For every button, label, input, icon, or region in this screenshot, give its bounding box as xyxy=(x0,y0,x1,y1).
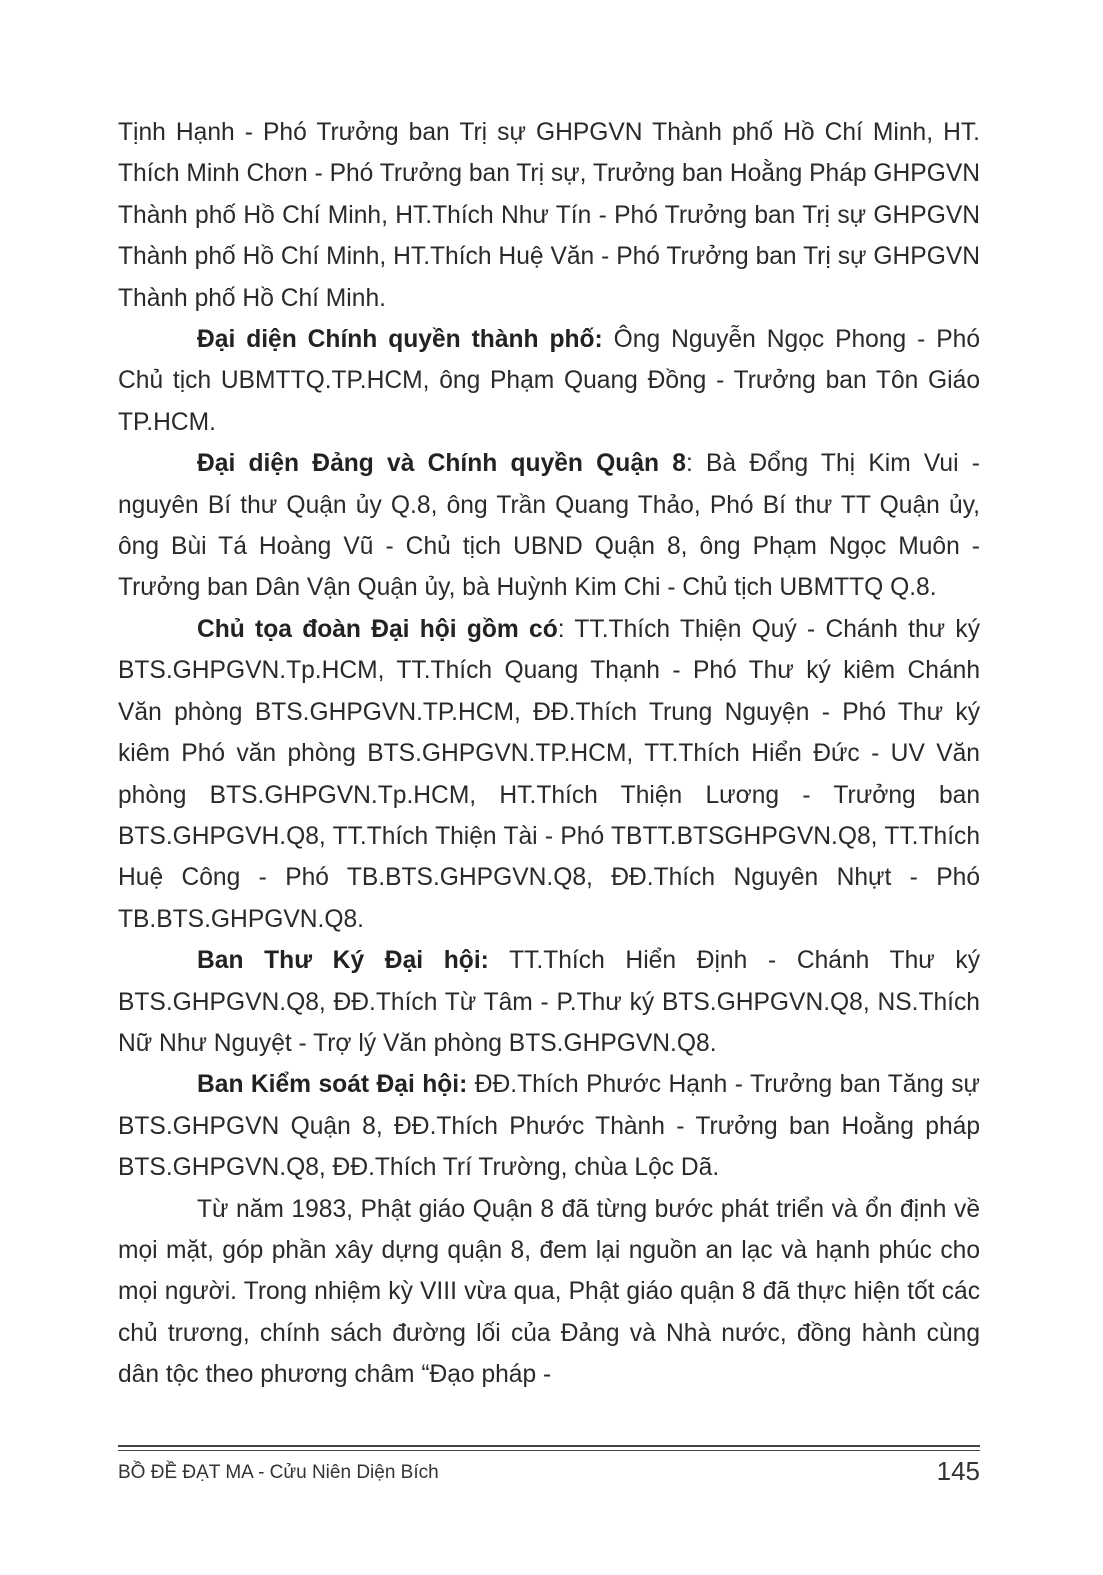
paragraph-heading: Đại diện Đảng và Chính quyền Quận 8 xyxy=(197,450,686,478)
footer-book-title: BỒ ĐỀ ĐẠT MA - Cửu Niên Diện Bích xyxy=(118,1462,439,1483)
paragraph-text: : Bà Đổng Thị Kim Vui - nguyên Bí thư Quận ủy Q.8, ông Trần Quang Thảo, Phó Bí thư TT Quận ủy, ông Bùi Tá Hoàng Vũ - Chủ tịch UBND Quận 8, ông Phạm Ngọc Muôn - Trưởng ban Dân Vận Quận ủy, bà Huỳnh Kim Chi - Chủ tịch UBMTTQ Q.8. xyxy=(118,450,980,602)
paragraph xyxy=(118,112,980,319)
paragraph-heading: Ban Kiểm soát Đại hội: xyxy=(197,1071,468,1099)
paragraph xyxy=(118,443,980,609)
paragraph-heading: Đại diện Chính quyền thành phố: xyxy=(197,326,603,354)
paragraph-heading: Ban Thư Ký Đại hội: xyxy=(197,947,489,975)
page-body xyxy=(118,112,980,1396)
paragraph xyxy=(118,319,980,443)
footer-divider xyxy=(118,1445,980,1447)
paragraph-text: : TT.Thích Thiện Quý - Chánh thư ký BTS.GHPGVN.Tp.HCM, TT.Thích Quang Thạnh - Phó Thư ký kiêm Chánh Văn phòng BTS.GHPGVN.TP.HCM, ĐĐ.Thích Trung Nguyện - Phó Thư ký kiêm Phó văn phòng BTS.GHPGVN.TP.HCM, TT.Thích Hiển Đức - UV Văn phòng BTS.GHPGVN.Tp.HCM, HT.Thích Thiện Lương - Trưởng ban BTS.GHPGVH.Q8, TT.Thích Thiện Tài - Phó TBTT.BTSGHPGVN.Q8, TT.Thích Huệ Công - Phó TB.BTS.GHPGVN.Q8, ĐĐ.Thích Nguyên Nhựt - Phó TB.BTS.GHPGVN.Q8. xyxy=(118,615,980,933)
paragraph xyxy=(118,940,980,1064)
paragraph-text: Tịnh Hạnh - Phó Trưởng ban Trị sự GHPGVN Thành phố Hồ Chí Minh, HT. Thích Minh Chơn - Phó Trưởng ban Trị sự, Trưởng ban Hoằng Pháp GHPGVN Thành phố Hồ Chí Minh, HT.Thích Như Tín - Phó Trưởng ban Trị sự GHPGVN Thành phố Hồ Chí Minh, HT.Thích Huệ Văn - Phó Trưởng ban Trị sự GHPGVN Thành phố Hồ Chí Minh. xyxy=(118,119,980,312)
paragraph-text: Từ năm 1983, Phật giáo Quận 8 đã từng bước phát triển và ổn định về mọi mặt, góp phần xây dựng quận 8, đem lại nguồn an lạc và hạnh phúc cho mọi người. Trong nhiệm kỳ VIII vừa qua, Phật giáo quận 8 đã thực hiện tốt các chủ trương, chính sách đường lối của Đảng và Nhà nước, đồng hành cùng dân tộc theo phương châm “Đạo pháp - xyxy=(118,1195,980,1389)
paragraph-heading: Chủ tọa đoàn Đại hội gồm có xyxy=(197,615,558,643)
footer-divider xyxy=(118,1450,980,1451)
paragraph xyxy=(118,609,980,940)
paragraph-text: TT.Thích Hiển Định - Chánh Thư ký BTS.GHPGVN.Q8, ĐĐ.Thích Từ Tâm - P.Thư ký BTS.GHPGVN.Q8, NS.Thích Nữ Như Nguyệt - Trợ lý Văn phòng BTS.GHPGVN.Q8. xyxy=(118,947,980,1057)
paragraph xyxy=(118,1064,980,1188)
paragraph-text: ĐĐ.Thích Phước Hạnh - Trưởng ban Tăng sự BTS.GHPGVN Quận 8, ĐĐ.Thích Phước Thành - Trưởng ban Hoằng pháp BTS.GHPGVN.Q8, ĐĐ.Thích Trí Trường, chùa Lộc Dã. xyxy=(118,1071,980,1182)
page-number: 145 xyxy=(936,1456,980,1486)
paragraph xyxy=(118,1189,980,1396)
paragraph-text: Ông Nguyễn Ngọc Phong - Phó Chủ tịch UBMTTQ.TP.HCM, ông Phạm Quang Đồng - Trưởng ban Tôn Giáo TP.HCM. xyxy=(118,326,981,436)
